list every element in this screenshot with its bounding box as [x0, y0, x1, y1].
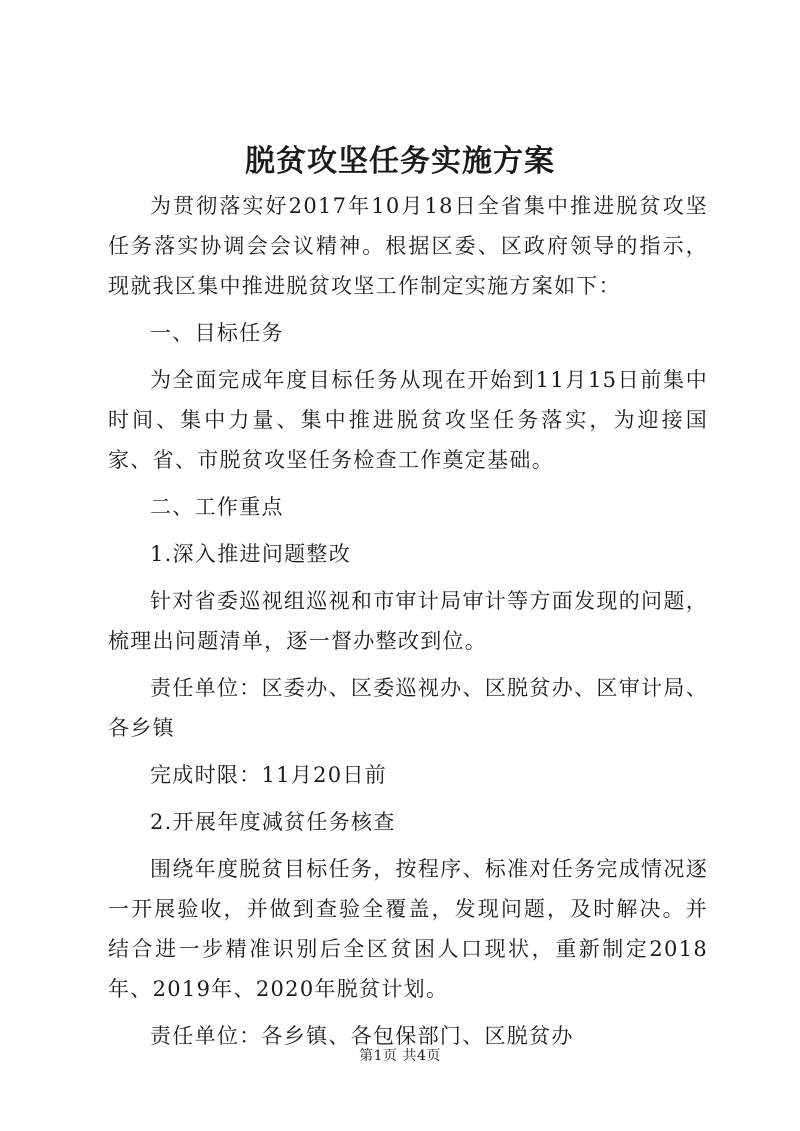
- verification-paragraph: 围绕年度脱贫目标任务，按程序、标准对任务完成情况逐一开展验收，并做到查验全覆盖，发现问题，及时解决。并结合进一步精准识别后全区贫困人口现状，重新制定2018年、2019年、2020年脱贫计划。: [108, 857, 708, 1001]
- section-heading-focus: 二、工作重点: [150, 495, 284, 519]
- document-title: 脱贫攻坚任务实施方案: [245, 144, 555, 179]
- page-footer: 第1页 共4页: [359, 1048, 441, 1064]
- section-heading-goals: 一、目标任务: [150, 321, 284, 345]
- subheading-rectification: 1.深入推进问题整改: [150, 542, 352, 566]
- responsible-units-2: 责任单位：各乡镇、各包保部门、区脱贫办: [150, 1024, 574, 1048]
- deadline-1: 完成时限：11月20日前: [150, 763, 388, 787]
- document-body: [108, 186, 708, 1056]
- goals-paragraph: 为全面完成年度目标任务从现在开始到11月15日前集中时间、集中力量、集中推进脱贫攻坚任务落实，为迎接国家、省、市脱贫攻坚任务检查工作奠定基础。: [108, 368, 708, 472]
- intro-paragraph: 为贯彻落实好2017年10月18日全省集中推进脱贫攻坚任务落实协调会会议精神。根据区委、区政府领导的指示，现就我区集中推进脱贫攻坚工作制定实施方案如下：: [108, 194, 708, 298]
- responsible-units-1: 责任单位：区委办、区委巡视办、区脱贫办、区审计局、各乡镇: [108, 676, 708, 740]
- rectification-paragraph: 针对省委巡视组巡视和市审计局审计等方面发现的问题，梳理出问题清单，逐一督办整改到位。: [108, 589, 708, 653]
- subheading-verification: 2.开展年度减贫任务核查: [150, 810, 396, 834]
